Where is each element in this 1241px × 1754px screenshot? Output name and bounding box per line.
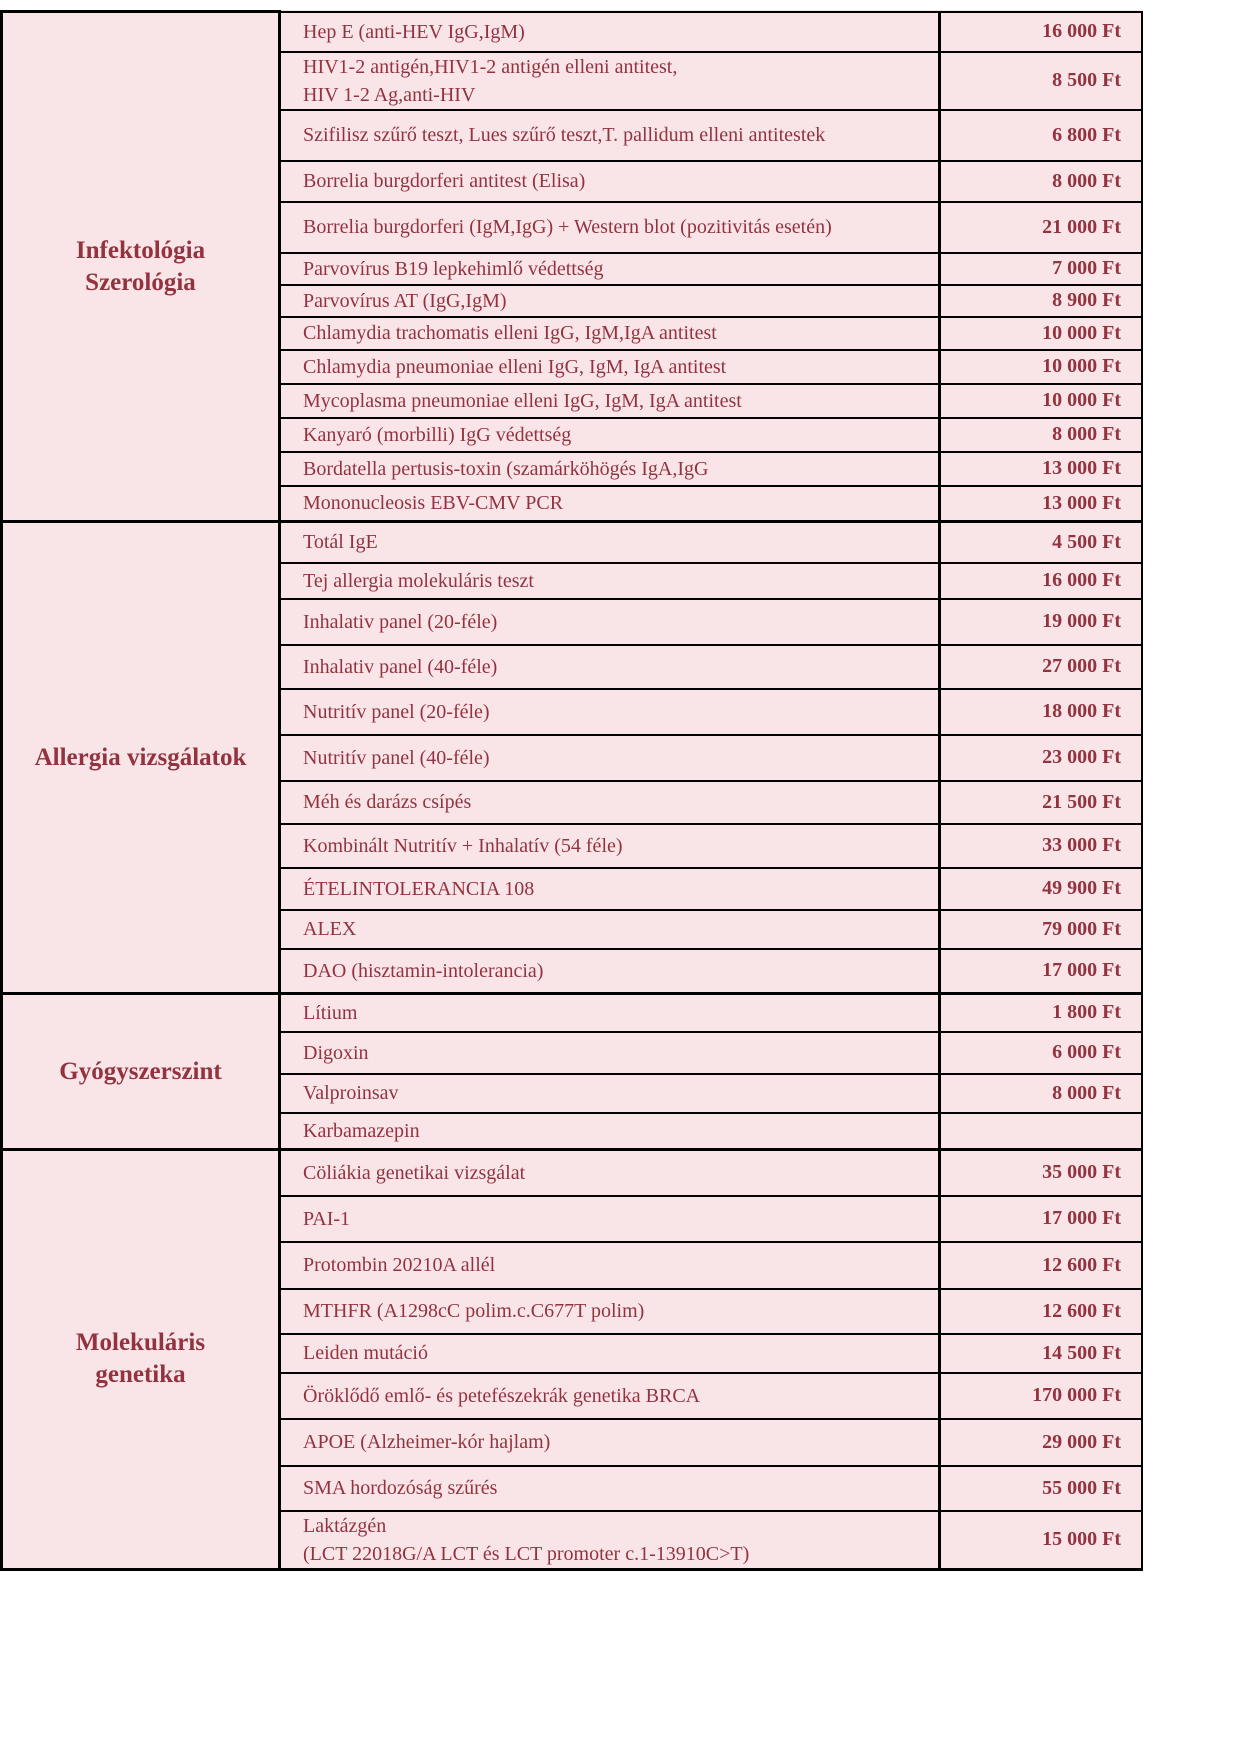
category-label: Infektológia xyxy=(75,236,206,264)
table-row xyxy=(2,1150,1143,1196)
test-name-detail: (LCT 22018G/A LCT és LCT promoter c.1-13910C>T) xyxy=(303,1542,750,1565)
test-name: Méh és darázs csípés xyxy=(303,791,472,813)
price-cell: 17 000 Ft xyxy=(940,1196,1143,1242)
price-cell: 1 800 Ft xyxy=(940,994,1143,1032)
category-label: genetika xyxy=(95,1361,186,1389)
test-name: Totál IgE xyxy=(303,531,378,554)
test-name: Cöliákia genetikai vizsgálat xyxy=(303,1161,526,1184)
price-cell: 16 000 Ft xyxy=(940,563,1143,599)
category-cell xyxy=(2,12,280,522)
test-name: Mononucleosis EBV-CMV PCR xyxy=(303,492,564,515)
test-name: Digoxin xyxy=(303,1041,369,1064)
test-name: Chlamydia pneumoniae elleni IgG, IgM, IgA antitest xyxy=(303,355,727,378)
test-name-cell xyxy=(280,1196,940,1242)
price-cell: 21 500 Ft xyxy=(940,781,1143,824)
test-name-cell xyxy=(280,781,940,824)
test-name: Kombinált Nutritív + Inhalatív (54 féle) xyxy=(303,834,623,857)
price-cell: 8 000 Ft xyxy=(940,161,1143,202)
test-name-cell xyxy=(280,689,940,735)
test-name-cell xyxy=(280,52,940,110)
price-cell: 10 000 Ft xyxy=(940,317,1143,350)
table-row xyxy=(2,12,1143,52)
test-name: Parvovírus B19 lepkehimlő védettség xyxy=(303,257,604,280)
test-name-cell xyxy=(280,1074,940,1113)
test-name-cell xyxy=(280,735,940,781)
price-cell: 10 000 Ft xyxy=(940,384,1143,418)
test-name-cell xyxy=(280,1032,940,1074)
test-name-cell xyxy=(280,418,940,452)
test-name-cell xyxy=(280,599,940,645)
test-name: Chlamydia trachomatis elleni IgG, IgM,IgA antitest xyxy=(303,322,717,344)
test-name: Szifilisz szűrő teszt, Lues szűrő teszt,T. pallidum elleni antitestek xyxy=(303,124,826,146)
price-cell: 27 000 Ft xyxy=(940,645,1143,689)
test-name-cell xyxy=(280,1511,940,1570)
test-name: APOE (Alzheimer-kór hajlam) xyxy=(303,1431,551,1453)
price-cell: 79 000 Ft xyxy=(940,910,1143,949)
test-name-cell xyxy=(280,253,940,285)
price-cell: 4 500 Ft xyxy=(940,522,1143,563)
test-name: Laktázgén xyxy=(303,1514,387,1537)
test-name: SMA hordozóság szűrés xyxy=(303,1477,498,1499)
test-name: Mycoplasma pneumoniae elleni IgG, IgM, IgA antitest xyxy=(303,389,742,412)
price-cell: 12 600 Ft xyxy=(940,1289,1143,1334)
price-cell: 21 000 Ft xyxy=(940,202,1143,253)
test-name: Hep E (anti-HEV IgG,IgM) xyxy=(303,20,525,43)
price-cell: 8 500 Ft xyxy=(940,52,1143,110)
test-name-detail: HIV 1-2 Ag,anti-HIV xyxy=(303,83,476,106)
price-cell xyxy=(940,1113,1143,1150)
test-name: Tej allergia molekuláris teszt xyxy=(303,569,534,592)
price-cell: 15 000 Ft xyxy=(940,1511,1143,1570)
test-name-cell xyxy=(280,1242,940,1289)
test-name-cell xyxy=(280,285,940,317)
test-name: Nutritív panel (20-féle) xyxy=(303,700,490,723)
price-cell: 14 500 Ft xyxy=(940,1334,1143,1373)
test-name: PAI-1 xyxy=(303,1207,351,1230)
test-name: Kanyaró (morbilli) IgG védettség xyxy=(303,423,572,446)
test-name-cell xyxy=(280,350,940,384)
price-cell: 55 000 Ft xyxy=(940,1466,1143,1511)
test-name-cell xyxy=(280,1373,940,1419)
test-name: Parvovírus AT (IgG,IgM) xyxy=(303,289,507,312)
price-cell: 13 000 Ft xyxy=(940,452,1143,486)
table-row xyxy=(2,994,1143,1032)
test-name: Inhalativ panel (40-féle) xyxy=(303,655,498,678)
price-cell: 12 600 Ft xyxy=(940,1242,1143,1289)
test-name: Bordatella pertusis-toxin (szamárköhögés IgA,IgG xyxy=(303,457,709,480)
test-name-cell xyxy=(280,384,940,418)
test-name-cell xyxy=(280,910,940,949)
test-name-cell xyxy=(280,645,940,689)
test-name-cell xyxy=(280,1466,940,1511)
test-name-cell xyxy=(280,949,940,994)
category-label: Molekuláris xyxy=(75,1329,206,1357)
test-name: Öröklődő emlő- és petefészekrák genetika BRCA xyxy=(303,1384,701,1407)
price-table xyxy=(0,10,1143,1571)
category-label: Gyógyszerszint xyxy=(59,1057,222,1085)
price-cell: 33 000 Ft xyxy=(940,824,1143,868)
price-cell: 23 000 Ft xyxy=(940,735,1143,781)
test-name: Lítium xyxy=(303,1001,358,1024)
price-cell: 49 900 Ft xyxy=(940,868,1143,910)
test-name: MTHFR (A1298cC polim.c.C677T polim) xyxy=(303,1300,645,1322)
price-cell: 19 000 Ft xyxy=(940,599,1143,645)
test-name-cell xyxy=(280,824,940,868)
test-name-cell xyxy=(280,202,940,253)
test-name-cell xyxy=(280,1150,940,1196)
price-cell: 6 800 Ft xyxy=(940,110,1143,161)
test-name: DAO (hisztamin-intolerancia) xyxy=(303,959,544,982)
test-name-cell xyxy=(280,1419,940,1466)
price-cell: 13 000 Ft xyxy=(940,486,1143,522)
price-cell: 8 000 Ft xyxy=(940,1074,1143,1113)
test-name: ALEX xyxy=(303,918,357,940)
price-cell: 16 000 Ft xyxy=(940,12,1143,52)
test-name-cell xyxy=(280,12,940,52)
test-name: HIV1-2 antigén,HIV1-2 antigén elleni antitest, xyxy=(303,55,678,78)
price-cell: 6 000 Ft xyxy=(940,1032,1143,1074)
price-cell: 29 000 Ft xyxy=(940,1419,1143,1466)
test-name: Borrelia burgdorferi (IgM,IgG) + Western blot (pozitivitás esetén) xyxy=(303,216,832,238)
test-name-cell xyxy=(280,1289,940,1334)
test-name-cell xyxy=(280,1334,940,1373)
test-name: Inhalativ panel (20-féle) xyxy=(303,610,498,633)
test-name-cell xyxy=(280,1113,940,1150)
price-cell: 7 000 Ft xyxy=(940,253,1143,285)
test-name-cell xyxy=(280,522,940,563)
test-name-cell xyxy=(280,452,940,486)
test-name-cell xyxy=(280,994,940,1032)
category-cell xyxy=(2,994,280,1150)
category-cell xyxy=(2,522,280,994)
test-name-cell xyxy=(280,161,940,202)
category-label: Allergia vizsgálatok xyxy=(34,743,247,771)
price-cell: 8 900 Ft xyxy=(940,285,1143,317)
test-name-cell xyxy=(280,110,940,161)
test-name: Valproinsav xyxy=(303,1082,399,1104)
price-cell: 17 000 Ft xyxy=(940,949,1143,994)
price-cell: 170 000 Ft xyxy=(940,1373,1143,1419)
test-name: ÉTELINTOLERANCIA 108 xyxy=(303,877,535,900)
price-cell: 18 000 Ft xyxy=(940,689,1143,735)
test-name: Karbamazepin xyxy=(303,1119,420,1142)
category-cell xyxy=(2,1150,280,1570)
test-name-cell xyxy=(280,868,940,910)
test-name: Borrelia burgdorferi antitest (Elisa) xyxy=(303,170,586,192)
price-list-document xyxy=(0,10,1241,1571)
test-name: Leiden mutáció xyxy=(303,1342,428,1364)
test-name-cell xyxy=(280,486,940,522)
price-cell: 8 000 Ft xyxy=(940,418,1143,452)
test-name: Protombin 20210A allél xyxy=(303,1254,496,1276)
price-cell: 10 000 Ft xyxy=(940,350,1143,384)
price-cell: 35 000 Ft xyxy=(940,1150,1143,1196)
test-name: Nutritív panel (40-féle) xyxy=(303,746,490,769)
test-name-cell xyxy=(280,317,940,350)
category-label: Szerológia xyxy=(85,268,196,296)
table-row xyxy=(2,522,1143,563)
test-name-cell xyxy=(280,563,940,599)
